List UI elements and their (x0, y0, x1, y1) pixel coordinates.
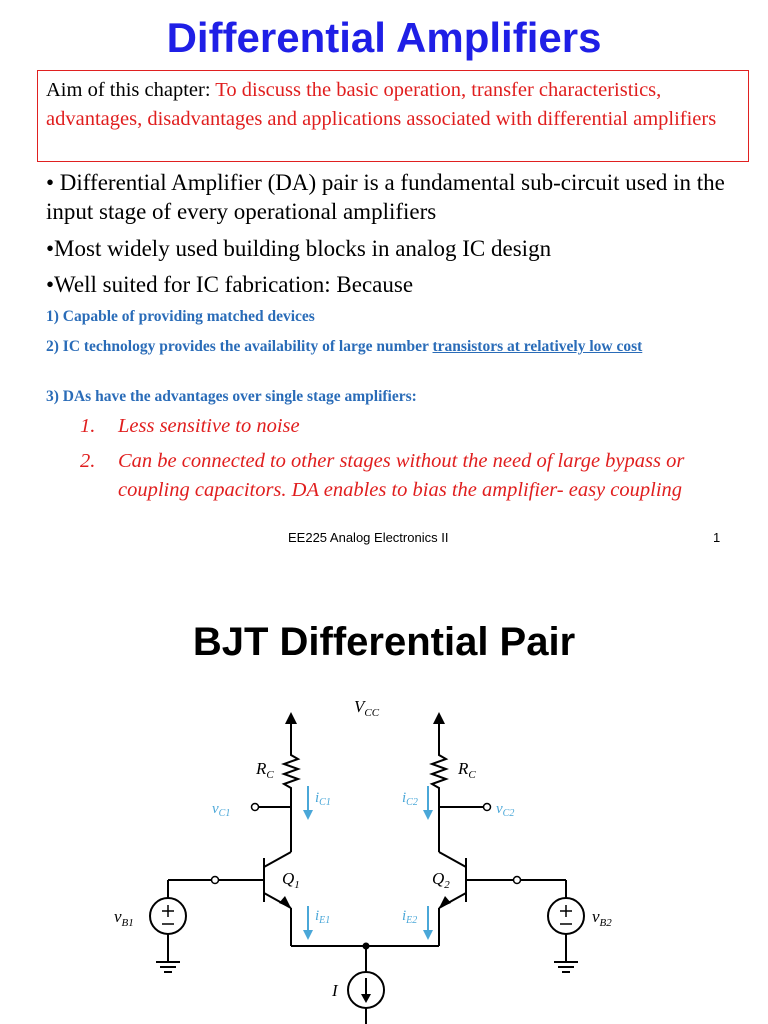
point-ic-technology (46, 336, 736, 357)
svg-text:vC2: $v_{C2}$ (496, 801, 515, 819)
svg-text:RC: $R_C$ (458, 759, 476, 781)
svg-text:vC1: $v_{C1}$ (212, 801, 231, 819)
point-ic-technology-underlined: transistors at relatively low cost (432, 338, 643, 355)
point-ic-technology-text: 2) IC technology provides the availability of large number (46, 338, 433, 355)
footer-course: EE225 Analog Electronics II (288, 530, 449, 545)
aim-box (37, 70, 749, 162)
advantage-number: 1. (80, 415, 96, 437)
svg-text:iC2: $i_{C2}$ (402, 790, 418, 808)
svg-text:vB1: $v_{B1}$ (114, 907, 134, 929)
aim-text: To discuss the basic operation, transfer characteristics, advantages, disadvantages and applications associated with differential amplifiers (46, 79, 717, 130)
advantage-number: 2. (80, 450, 96, 472)
slide-title: BJT Differential Pair (192, 620, 576, 664)
svg-text:I: I (332, 981, 338, 1000)
point-da-advantages: 3) DAs have the advantages over single stage amplifiers: (46, 388, 417, 405)
aim-label: Aim of this chapter: (46, 79, 216, 101)
svg-text:Q2: $Q_2$ (432, 869, 450, 891)
advantage-less-noise: Less sensitive to noise (118, 415, 300, 437)
svg-text:VCC: $V_{CC}$ (354, 697, 380, 719)
svg-text:iE1: $i_{E1}$ (315, 908, 331, 926)
svg-text:iE2: $i_{E2}$ (402, 908, 418, 926)
point-matched-devices: 1) Capable of providing matched devices (46, 308, 315, 325)
svg-text:iC1: $i_{C1}$ (315, 790, 331, 808)
bjt-differential-pair-circuit (0, 680, 768, 1024)
advantage-coupling: Can be connected to other stages without the need of large bypass or coupling capacitors. DA enables to bias the amplifier- easy coupling (118, 450, 685, 501)
svg-text:Q1: $Q_1$ (282, 869, 300, 891)
bullet-da-pair: • Differential Amplifier (DA) pair is a fundamental sub-circuit used in the input stage of every operational amplifiers (46, 170, 725, 224)
slide-title: Differential Amplifiers (166, 14, 602, 61)
svg-text:RC: $R_C$ (256, 759, 274, 781)
svg-text:vB2: $v_{B2}$ (592, 907, 612, 929)
bullet-building-blocks: •Most widely used building blocks in analog IC design (46, 236, 552, 261)
footer-page-number: 1 (713, 530, 721, 545)
bullet-ic-fabrication: •Well suited for IC fabrication: Because (46, 272, 414, 297)
